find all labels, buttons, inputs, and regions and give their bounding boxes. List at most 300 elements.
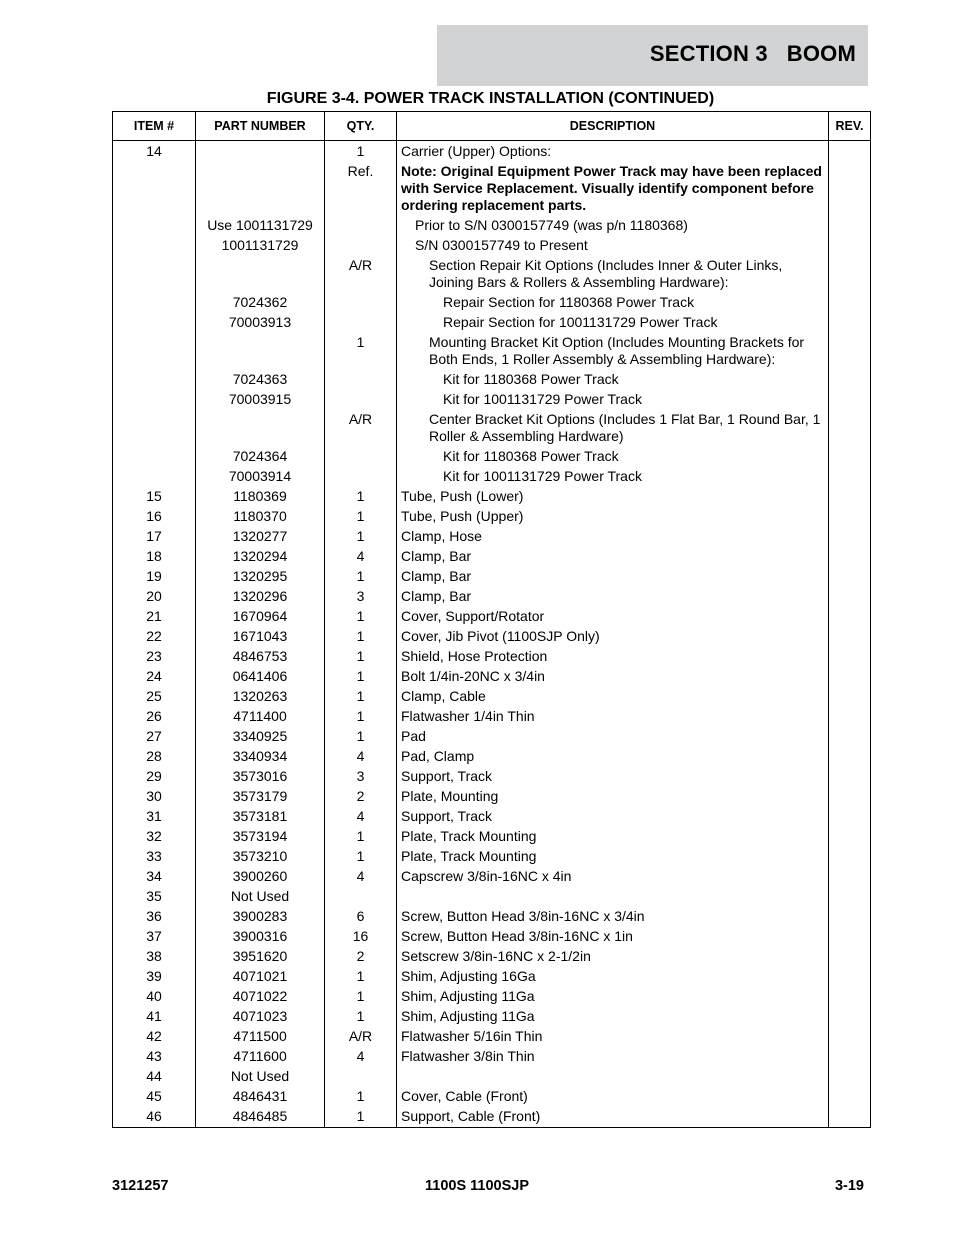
rev-cell [829,216,871,236]
description-text: Cover, Support/Rotator [401,608,545,624]
description-text: Clamp, Bar [401,568,472,584]
description-text: Carrier (Upper) Options: [401,143,552,159]
description-text: Tube, Push (Upper) [401,508,524,524]
rev-cell [829,547,871,567]
description-text: Center Bracket Kit Options (Includes 1 Flat Bar, 1 Round Bar, 1 Roller & Assembling Hardware) [429,411,821,444]
footer-models: 1100S 1100SJP [424,1178,530,1194]
qty-cell: 1 [325,141,397,162]
qty-cell: 4 [325,867,397,887]
section-title: SECTION 3 BOOM [649,41,856,66]
qty-cell: 1 [325,627,397,647]
item-cell: 17 [113,527,196,547]
item-cell: 19 [113,567,196,587]
part-number-cell: Not Used [196,887,325,907]
description-text: Shim, Adjusting 11Ga [401,988,535,1004]
description-text: Kit for 1001131729 Power Track [443,468,642,484]
part-number-cell: 70003914 [196,467,325,487]
description-cell [397,787,829,807]
description-text: Kit for 1001131729 Power Track [443,391,642,407]
rev-cell [829,1047,871,1067]
item-cell: 29 [113,767,196,787]
table-row [113,687,871,707]
item-cell: 43 [113,1047,196,1067]
description-text: Capscrew 3/8in-16NC x 4in [401,868,572,884]
table-row [113,827,871,847]
item-cell: 39 [113,967,196,987]
item-cell: 28 [113,747,196,767]
part-number-cell: 1320294 [196,547,325,567]
item-cell: 25 [113,687,196,707]
part-number-cell: 3900316 [196,927,325,947]
item-cell: 44 [113,1067,196,1087]
table-row [113,390,871,410]
part-number-cell: 3900260 [196,867,325,887]
qty-cell: 1 [325,967,397,987]
part-number-cell [196,410,325,447]
rev-cell [829,627,871,647]
part-number-cell [196,333,325,370]
description-cell [397,887,829,907]
rev-cell [829,1107,871,1128]
column-header-part-number: PART NUMBER [196,112,325,141]
table-row [113,607,871,627]
item-cell: 38 [113,947,196,967]
qty-cell: 1 [325,527,397,547]
qty-cell: 1 [325,1107,397,1128]
qty-cell [325,313,397,333]
description-text: Flatwasher 5/16in Thin [401,1028,543,1044]
description-text: Clamp, Bar [401,548,472,564]
description-cell [397,587,829,607]
table-row [113,236,871,256]
rev-cell [829,967,871,987]
part-number-cell: 1320295 [196,567,325,587]
description-text: Tube, Push (Lower) [401,488,524,504]
qty-cell [325,1067,397,1087]
rev-cell [829,587,871,607]
table-row [113,647,871,667]
description-cell [397,370,829,390]
table-row [113,447,871,467]
item-cell: 33 [113,847,196,867]
rev-cell [829,707,871,727]
description-text: Screw, Button Head 3/8in-16NC x 3/4in [401,908,645,924]
description-cell [397,607,829,627]
item-cell [113,236,196,256]
part-number-cell: Use 1001131729 [196,216,325,236]
description-cell [397,627,829,647]
description-text: S/N 0300157749 to Present [415,237,588,253]
part-number-cell: 1001131729 [196,236,325,256]
rev-cell [829,313,871,333]
part-number-cell: 0641406 [196,667,325,687]
rev-cell [829,647,871,667]
qty-cell: 1 [325,607,397,627]
description-text: Screw, Button Head 3/8in-16NC x 1in [401,928,633,944]
section-banner [437,25,868,86]
description-cell [397,547,829,567]
table-row [113,1047,871,1067]
table-row [113,927,871,947]
item-cell: 26 [113,707,196,727]
part-number-cell: 3340925 [196,727,325,747]
item-cell: 20 [113,587,196,607]
description-text: Prior to S/N 0300157749 (was p/n 1180368) [415,217,688,233]
qty-cell: 1 [325,647,397,667]
table-row [113,867,871,887]
rev-cell [829,1087,871,1107]
description-cell [397,847,829,867]
rev-cell [829,727,871,747]
qty-cell: 4 [325,747,397,767]
description-text: Pad [401,728,426,744]
item-cell: 30 [113,787,196,807]
rev-cell [829,567,871,587]
rev-cell [829,867,871,887]
part-number-cell: 3573194 [196,827,325,847]
table-row [113,907,871,927]
description-cell [397,907,829,927]
item-cell: 27 [113,727,196,747]
rev-cell [829,987,871,1007]
table-row [113,547,871,567]
part-number-cell: 4071022 [196,987,325,1007]
item-cell: 34 [113,867,196,887]
description-cell [397,1027,829,1047]
table-row [113,370,871,390]
description-cell [397,1107,829,1128]
rev-cell [829,390,871,410]
qty-cell: 6 [325,907,397,927]
description-cell [397,827,829,847]
item-cell: 31 [113,807,196,827]
table-row [113,256,871,293]
item-cell [113,370,196,390]
item-cell [113,333,196,370]
item-cell [113,293,196,313]
rev-cell [829,1067,871,1087]
part-number-cell: 3573181 [196,807,325,827]
description-cell [397,390,829,410]
table-row [113,727,871,747]
rev-cell [829,747,871,767]
qty-cell: 1 [325,487,397,507]
qty-cell: A/R [325,256,397,293]
rev-cell [829,447,871,467]
item-cell: 16 [113,507,196,527]
part-number-cell: 1180369 [196,487,325,507]
description-cell [397,527,829,547]
table-row [113,216,871,236]
description-cell [397,447,829,467]
qty-cell: 2 [325,787,397,807]
description-text: Shim, Adjusting 11Ga [401,1008,535,1024]
description-cell [397,216,829,236]
description-cell [397,667,829,687]
description-cell [397,807,829,827]
column-header-qty: QTY. [325,112,397,141]
description-text: Plate, Mounting [401,788,499,804]
rev-cell [829,162,871,216]
rev-cell [829,527,871,547]
table-row [113,787,871,807]
item-cell [113,216,196,236]
description-text: Plate, Track Mounting [401,828,537,844]
table-row [113,162,871,216]
description-cell [397,256,829,293]
rev-cell [829,410,871,447]
item-cell [113,447,196,467]
part-number-cell: 4071021 [196,967,325,987]
table-row [113,887,871,907]
rev-cell [829,236,871,256]
rev-cell [829,607,871,627]
qty-cell [325,887,397,907]
qty-cell [325,447,397,467]
rev-cell [829,507,871,527]
part-number-cell: 1320277 [196,527,325,547]
table-row [113,467,871,487]
item-cell [113,313,196,333]
description-cell [397,707,829,727]
parts-table-body [113,141,871,1128]
qty-cell: 4 [325,807,397,827]
description-text: Bolt 1/4in-20NC x 3/4in [401,668,545,684]
qty-cell [325,293,397,313]
part-number-cell: 3340934 [196,747,325,767]
description-cell [397,947,829,967]
qty-cell: 1 [325,727,397,747]
column-header-item: ITEM # [113,112,196,141]
item-cell: 32 [113,827,196,847]
table-row [113,333,871,370]
description-cell [397,1047,829,1067]
rev-cell [829,467,871,487]
rev-cell [829,256,871,293]
description-cell [397,1087,829,1107]
description-text: Repair Section for 1001131729 Power Track [443,314,718,330]
part-number-cell: 3951620 [196,947,325,967]
description-text: Shield, Hose Protection [401,648,548,664]
table-row [113,507,871,527]
description-text: Cover, Cable (Front) [401,1088,528,1104]
rev-cell [829,141,871,162]
rev-cell [829,847,871,867]
description-cell [397,967,829,987]
item-cell: 40 [113,987,196,1007]
table-row [113,667,871,687]
part-number-cell: 4846431 [196,1087,325,1107]
table-row [113,707,871,727]
item-cell: 21 [113,607,196,627]
rev-cell [829,947,871,967]
description-cell [397,507,829,527]
item-cell: 42 [113,1027,196,1047]
part-number-cell: 7024364 [196,447,325,467]
qty-cell: 1 [325,707,397,727]
rev-cell [829,1007,871,1027]
qty-cell: 2 [325,947,397,967]
description-text: Cover, Jib Pivot (1100SJP Only) [401,628,600,644]
rev-cell [829,827,871,847]
table-row [113,141,871,162]
qty-cell: 1 [325,333,397,370]
description-text: Flatwasher 1/4in Thin [401,708,535,724]
qty-cell: 1 [325,567,397,587]
description-cell [397,467,829,487]
rev-cell [829,333,871,370]
parts-table [112,111,871,1128]
item-cell: 18 [113,547,196,567]
item-cell: 14 [113,141,196,162]
qty-cell: 1 [325,827,397,847]
rev-cell [829,787,871,807]
item-cell: 22 [113,627,196,647]
description-cell [397,333,829,370]
qty-cell: 1 [325,987,397,1007]
description-cell [397,487,829,507]
part-number-cell: 4846485 [196,1107,325,1128]
item-cell: 15 [113,487,196,507]
item-cell: 35 [113,887,196,907]
qty-cell: 3 [325,767,397,787]
rev-cell [829,887,871,907]
qty-cell [325,216,397,236]
qty-cell: A/R [325,410,397,447]
part-number-cell: 1320263 [196,687,325,707]
description-cell [397,567,829,587]
description-text: Shim, Adjusting 16Ga [401,968,536,984]
table-row [113,627,871,647]
part-number-cell: 1320296 [196,587,325,607]
part-number-cell: 7024362 [196,293,325,313]
description-cell [397,647,829,667]
description-cell [397,141,829,162]
part-number-cell: 1670964 [196,607,325,627]
description-text: Clamp, Cable [401,688,486,704]
rev-cell [829,907,871,927]
item-cell [113,410,196,447]
qty-cell: 3 [325,587,397,607]
item-cell [113,467,196,487]
description-text: Plate, Track Mounting [401,848,537,864]
description-cell [397,236,829,256]
description-cell [397,987,829,1007]
description-text: Clamp, Hose [401,528,482,544]
description-cell [397,313,829,333]
qty-cell: 1 [325,1087,397,1107]
description-cell [397,687,829,707]
qty-cell: 1 [325,847,397,867]
footer-doc-number: 3121257 [112,1178,169,1194]
table-row [113,313,871,333]
table-row [113,587,871,607]
qty-cell [325,370,397,390]
table-row [113,807,871,827]
item-cell: 45 [113,1087,196,1107]
item-cell [113,162,196,216]
qty-cell: 1 [325,1007,397,1027]
qty-cell: Ref. [325,162,397,216]
description-text: Kit for 1180368 Power Track [443,448,619,464]
table-row [113,947,871,967]
description-cell [397,410,829,447]
column-header-description: DESCRIPTION [397,112,829,141]
table-row [113,1007,871,1027]
rev-cell [829,293,871,313]
qty-cell: 1 [325,667,397,687]
item-cell: 46 [113,1107,196,1128]
qty-cell: A/R [325,1027,397,1047]
rev-cell [829,487,871,507]
description-cell [397,1007,829,1027]
qty-cell [325,236,397,256]
table-row [113,767,871,787]
item-cell: 37 [113,927,196,947]
part-number-cell [196,141,325,162]
description-cell [397,162,829,216]
part-number-cell: 4071023 [196,1007,325,1027]
part-number-cell: 70003915 [196,390,325,410]
part-number-cell: 1180370 [196,507,325,527]
item-cell: 24 [113,667,196,687]
part-number-cell: 70003913 [196,313,325,333]
rev-cell [829,687,871,707]
qty-cell: 1 [325,687,397,707]
footer-page-number: 3-19 [834,1178,864,1194]
description-text: Mounting Bracket Kit Option (Includes Mounting Brackets for Both Ends, 1 Roller Assembly & Assembling Hardware): [429,334,805,367]
column-header-rev: REV. [829,112,871,141]
part-number-cell: 3900283 [196,907,325,927]
table-row [113,1027,871,1047]
table-row [113,1087,871,1107]
description-cell [397,1067,829,1087]
description-cell [397,767,829,787]
qty-cell: 16 [325,927,397,947]
qty-cell: 1 [325,507,397,527]
part-number-cell: Not Used [196,1067,325,1087]
rev-cell [829,667,871,687]
description-cell [397,727,829,747]
table-row [113,410,871,447]
description-cell [397,293,829,313]
part-number-cell: 3573179 [196,787,325,807]
part-number-cell: 4711500 [196,1027,325,1047]
description-cell [397,747,829,767]
table-row [113,527,871,547]
description-text: Support, Track [401,808,493,824]
qty-cell: 4 [325,1047,397,1067]
part-number-cell: 1671043 [196,627,325,647]
part-number-cell: 7024363 [196,370,325,390]
description-cell [397,927,829,947]
item-cell: 36 [113,907,196,927]
qty-cell [325,390,397,410]
item-cell [113,390,196,410]
item-cell: 41 [113,1007,196,1027]
rev-cell [829,370,871,390]
description-text: Repair Section for 1180368 Power Track [443,294,695,310]
description-text: Note: Original Equipment Power Track may have been replaced with Service Replacement. Visually identify component before ordering replacement parts. [401,163,822,213]
description-text: Flatwasher 3/8in Thin [401,1048,535,1064]
part-number-cell: 4711600 [196,1047,325,1067]
rev-cell [829,807,871,827]
table-row [113,967,871,987]
description-text: Support, Cable (Front) [401,1108,541,1124]
part-number-cell [196,256,325,293]
part-number-cell: 3573210 [196,847,325,867]
qty-cell [325,467,397,487]
